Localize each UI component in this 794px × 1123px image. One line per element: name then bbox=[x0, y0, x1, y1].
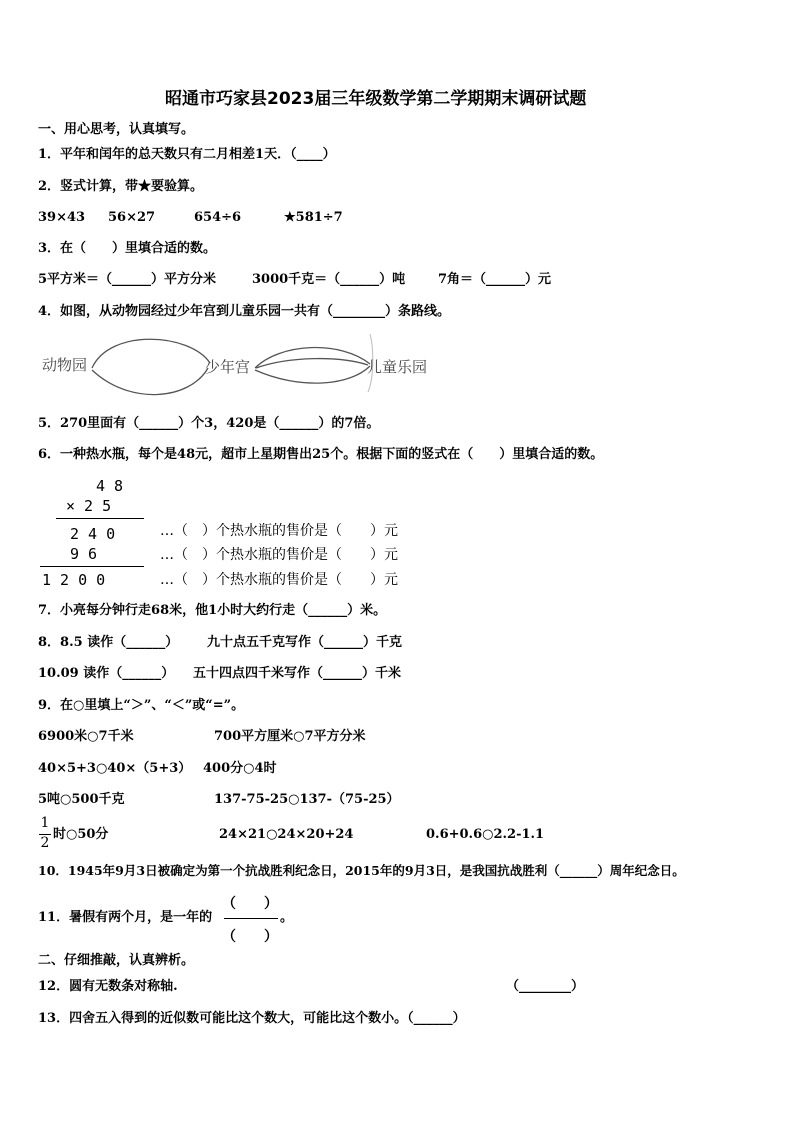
calc-note: …（ ）个热水瓶的售价是（ ）元 bbox=[160, 572, 398, 588]
calc-row-1: 4 8 bbox=[96, 477, 124, 495]
place-children-park: 儿童乐园 bbox=[367, 358, 428, 376]
question-11: 11．暑假有两个月，是一年的 bbox=[38, 910, 213, 925]
page-title: 昭通市巧家县2023届三年级数学第二学期期末调研试题 bbox=[165, 89, 587, 109]
fraction-denominator: 2 bbox=[40, 835, 50, 851]
calc-row-5: 1 2 0 0 bbox=[42, 571, 106, 589]
calc-row-3: 2 4 0 bbox=[70, 525, 116, 543]
q2-item: 56×27 bbox=[108, 210, 156, 225]
place-zoo: 动物园 bbox=[42, 356, 88, 374]
question-5: 5．270里面有（______）个3，420是（______）的7倍。 bbox=[38, 416, 380, 431]
q3-item: 5平方米＝（______）平方分米 bbox=[38, 272, 217, 287]
q9-item: 137-75-25○137-（75-25） bbox=[214, 792, 400, 807]
question-8b: 九十点五千克写作（______）千克 bbox=[207, 635, 403, 650]
q11-period: 。 bbox=[280, 910, 294, 925]
calc-line-2 bbox=[40, 566, 144, 567]
question-3: 3．在（ ）里填合适的数。 bbox=[38, 241, 217, 256]
question-6: 6．一种热水瓶，每个是48元，超市上星期售出25个。根据下面的竖式在（ ）里填合适的数。 bbox=[38, 447, 604, 462]
calc-note: …（ ）个热水瓶的售价是（ ）元 bbox=[160, 547, 398, 563]
q2-item: 654÷6 bbox=[194, 210, 242, 225]
q3-item: 7角＝（______）元 bbox=[438, 272, 552, 287]
fraction-bar bbox=[224, 918, 278, 919]
question-2: 2．竖式计算，带★要验算。 bbox=[38, 179, 204, 194]
question-12: 12．圆有无数条对称轴. bbox=[38, 979, 178, 994]
calc-line-1 bbox=[56, 518, 144, 519]
calc-row-2: × 2 5 bbox=[66, 497, 112, 515]
q9-item: 6900米○7千米 bbox=[38, 729, 134, 744]
q9-item: 5吨○500千克 bbox=[38, 792, 125, 807]
q9-item: 400分○4时 bbox=[203, 761, 277, 776]
fraction-denominator: （ ） bbox=[222, 929, 278, 945]
q2-item: ★581÷7 bbox=[284, 210, 343, 225]
q9-item: 0.6+0.6○2.2-1.1 bbox=[426, 827, 545, 842]
q3-item: 3000千克＝（______）吨 bbox=[252, 272, 406, 287]
question-8c: 10.09 读作（______） bbox=[38, 666, 175, 681]
q9-item: 700平方厘米○7平方分米 bbox=[214, 729, 366, 744]
q2-item: 39×43 bbox=[38, 210, 86, 225]
question-13: 13．四舍五入得到的近似数可能比这个数大，可能比这个数小。（______） bbox=[38, 1011, 466, 1026]
fraction-numerator: 1 bbox=[40, 815, 50, 831]
q9-item: 40×5+3○40×（5+3） bbox=[38, 761, 192, 776]
q9-item: 24×21○24×20+24 bbox=[219, 827, 354, 842]
question-8a: 8．8.5 读作（______） bbox=[38, 635, 179, 650]
section-heading-2: 二、仔细推敲，认真辨析。 bbox=[38, 953, 195, 968]
question-9: 9．在○里填上“＞”、“＜”或“=”。 bbox=[38, 698, 245, 713]
route-diagram bbox=[40, 328, 440, 398]
question-4: 4．如图，从动物园经过少年宫到儿童乐园一共有（________）条路线。 bbox=[38, 304, 451, 319]
question-10: 10．1945年9月3日被确定为第一个抗战胜利纪念日，2015年的9月3日，是我国抗战胜利（______）周年纪念日。 bbox=[38, 863, 685, 878]
calc-row-4: 9 6 bbox=[70, 545, 98, 563]
question-1: 1．平年和闰年的总天数只有二月相差1天．（____） bbox=[38, 147, 336, 162]
place-youth-palace: 少年宫 bbox=[205, 358, 251, 376]
calc-note: …（ ）个热水瓶的售价是（ ）元 bbox=[160, 523, 398, 539]
section-heading-1: 一、用心思考，认真填写。 bbox=[38, 122, 195, 137]
question-8d: 五十四点四千米写作（______）千米 bbox=[193, 666, 402, 681]
q12-answer-blank: （________） bbox=[506, 979, 585, 994]
q9-item: 时○50分 bbox=[53, 827, 109, 842]
question-7: 7．小亮每分钟行走68米，他1小时大约行走（______）米。 bbox=[38, 603, 387, 618]
fraction-numerator: （ ） bbox=[222, 896, 278, 912]
